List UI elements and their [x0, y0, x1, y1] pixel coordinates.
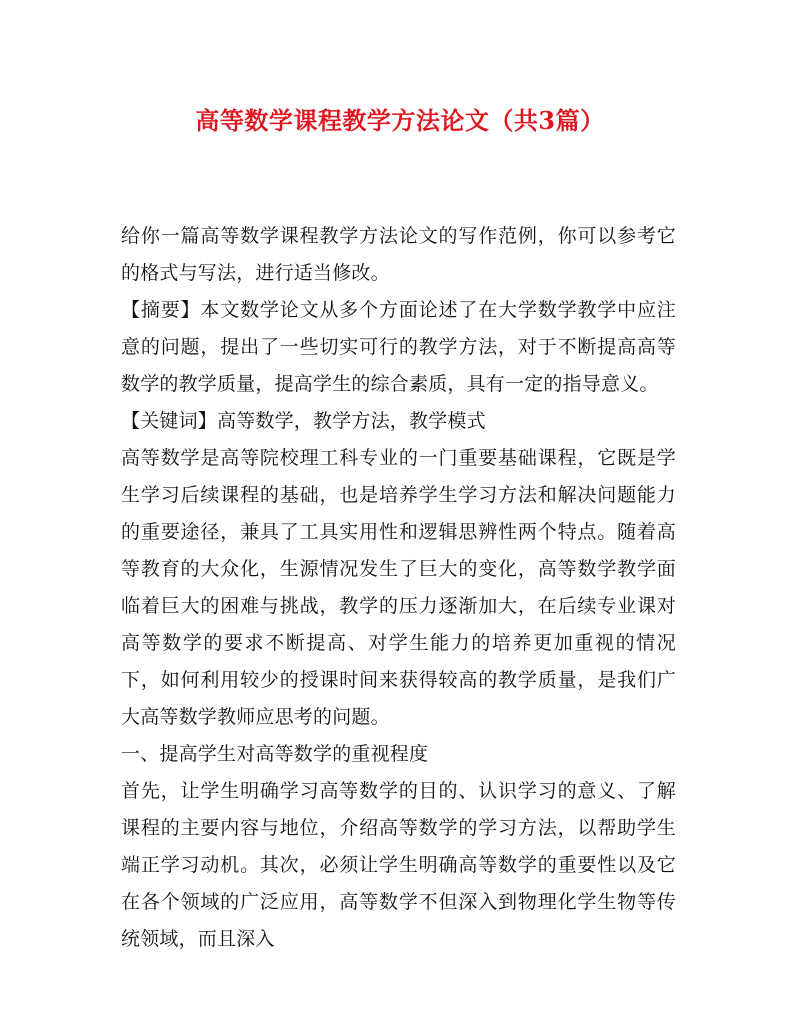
intro-paragraph: 给你一篇高等数学课程教学方法论文的写作范例，你可以参考它的格式与写法，进行适当修改。 — [121, 225, 676, 284]
keywords-paragraph: 【关键词】高等数学，教学方法，教学模式 — [121, 410, 486, 432]
document-title: 高等数学课程教学方法论文（共3篇） — [195, 106, 605, 135]
section-heading: 一、提高学生对高等数学的重视程度 — [121, 743, 429, 765]
document-body — [121, 218, 676, 958]
abstract-paragraph: 【摘要】本文数学论文从多个方面论述了在大学数学教学中应注意的问题，提出了一些切实可行的教学方法，对于不断提高高等数学的教学质量，提高学生的综合素质，具有一定的指导意义。 — [121, 299, 676, 395]
body-paragraph: 首先，让学生明确学习高等数学的目的、认识学习的意义、了解课程的主要内容与地位，介绍高等数学的学习方法，以帮助学生端正学习动机。其次，必须让学生明确高等数学的重要性以及它在各个领域的广泛应用，高等数学不但深入到物理化学生物等传统领域，而且深入 — [121, 780, 676, 950]
body-paragraph: 高等数学是高等院校理工科专业的一门重要基础课程，它既是学生学习后续课程的基础，也是培养学生学习方法和解决问题能力的重要途径，兼具了工具实用性和逻辑思辨性两个特点。随着高等教育的大众化，生源情况发生了巨大的变化，高等数学教学面临着巨大的困难与挑战，教学的压力逐渐加大，在后续专业课对高等数学的要求不断提高、对学生能力的培养更加重视的情况下，如何利用较少的授课时间来获得较高的教学质量，是我们广大高等数学教师应思考的问题。 — [121, 447, 676, 728]
